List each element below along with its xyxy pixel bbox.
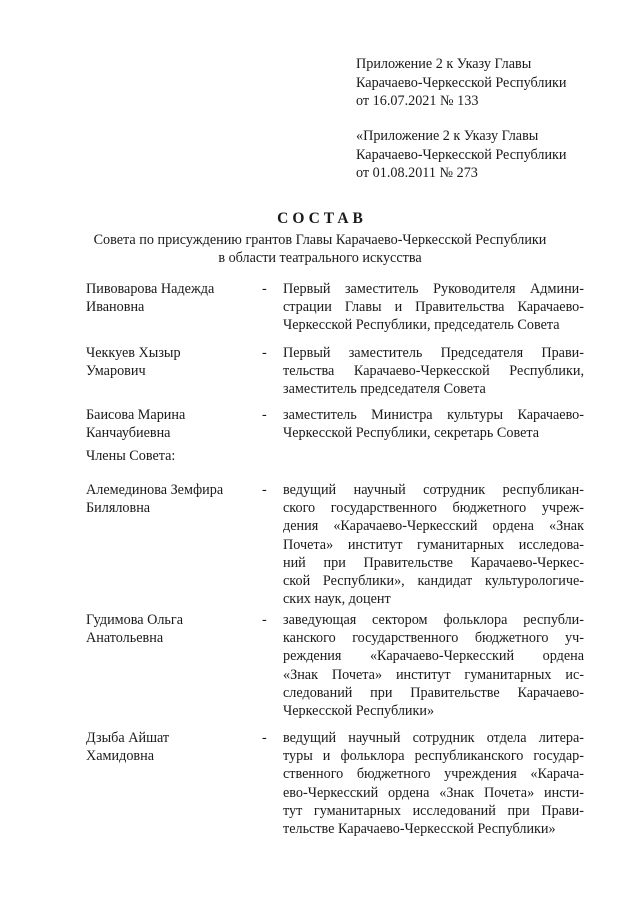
subtitle-line: в области театрального искусства <box>218 250 422 266</box>
member-role-line: ведущий научный сотрудник отдела литера- <box>283 730 584 746</box>
annex-current-line: Карачаево-Черкесской Республики <box>356 74 567 91</box>
member-role-line: ево-Черкесский ордена «Знак Почета» инсти- <box>283 784 584 801</box>
member-name-line: Анатольевна <box>86 630 164 647</box>
member-name <box>86 611 256 647</box>
annex-original-line: Карачаево-Черкесской Республики <box>356 146 567 163</box>
member-name-line: Ивановна <box>86 299 145 316</box>
entry-dash: - <box>262 345 267 361</box>
annex-current-reference <box>356 55 567 111</box>
member-role <box>283 729 584 838</box>
member-role-line: Черкесской Республики» <box>283 703 435 720</box>
member-role <box>283 344 584 399</box>
member-role-line: Черкесской Республики, председатель Совета <box>283 317 560 334</box>
entry-dash: - <box>262 730 267 746</box>
annex-current-line: от 16.07.2021 № 133 <box>356 93 479 109</box>
member-role <box>283 611 584 720</box>
member-role-line: Черкесской Республики, секретарь Совета <box>283 425 540 442</box>
member-role-line: следований при Правительстве Карачаево- <box>283 684 584 701</box>
members-heading: Члены Совета: <box>86 448 176 464</box>
member-role-line: туры и фольклора республиканского государ- <box>283 748 584 765</box>
member-role-line: Первый заместитель Председателя Прави- <box>283 345 584 361</box>
member-role-line: ских наук, доцент <box>283 591 391 608</box>
member-name <box>86 729 256 765</box>
member-role-line: заведующая сектором фольклора республи- <box>283 612 584 628</box>
member-role-line: канского государственного бюджетного уч- <box>283 630 584 647</box>
member-name-line: Чеккуев Хызыр <box>86 345 181 361</box>
member-role-line: дения «Карачаево-Черкесский ордена «Знак <box>283 518 584 535</box>
member-role-line: тельства Карачаево-Черкесской Республики, <box>283 363 584 380</box>
member-name-line: Баисова Марина <box>86 407 186 423</box>
document-title: СОСТАВ <box>277 210 367 227</box>
member-role-line: ведущий научный сотрудник республикан- <box>283 482 584 498</box>
entry-dash: - <box>262 612 267 628</box>
member-role-line: ской Республики», кандидат культурологиче- <box>283 573 584 590</box>
member-name <box>86 280 256 316</box>
member-role-line: ского государственного бюджетного учреж- <box>283 500 584 517</box>
annex-original-line: «Приложение 2 к Указу Главы <box>356 128 539 144</box>
member-name-line: Гудимова Ольга <box>86 612 184 628</box>
member-name <box>86 344 256 380</box>
member-name-line: Канчаубиевна <box>86 425 171 442</box>
member-role <box>283 406 584 442</box>
member-name-line: Умарович <box>86 363 146 380</box>
member-role-line: «Знак Почета» институт гуманитарных ис- <box>283 666 584 683</box>
member-role-line: ственного бюджетного учреждения «Карача- <box>283 766 584 783</box>
member-name <box>86 481 256 517</box>
member-name <box>86 406 256 442</box>
member-role-line: заместитель председателя Совета <box>283 381 486 398</box>
member-name-line: Алемединова Земфира <box>86 482 224 498</box>
member-role <box>283 481 584 608</box>
member-role-line: Первый заместитель Руководителя Админи- <box>283 281 584 297</box>
entry-dash: - <box>262 281 267 297</box>
member-role-line: ний при Правительстве Карачаево-Черкес- <box>283 554 584 571</box>
member-name-line: Пивоварова Надежда <box>86 281 215 297</box>
entry-dash: - <box>262 482 267 498</box>
member-role-line: реждения «Карачаево-Черкесский ордена <box>283 648 584 665</box>
document-subtitle <box>0 231 640 267</box>
subtitle-line: Совета по присуждению грантов Главы Карачаево-Черкесской Республики <box>93 232 547 248</box>
entry-dash: - <box>262 407 267 423</box>
member-role-line: заместитель Министра культуры Карачаево- <box>283 407 584 423</box>
member-role <box>283 280 584 335</box>
annex-original-line: от 01.08.2011 № 273 <box>356 165 478 181</box>
member-name-line: Биляловна <box>86 500 151 517</box>
member-name-line: Хамидовна <box>86 748 155 765</box>
annex-current-line: Приложение 2 к Указу Главы <box>356 56 532 72</box>
member-role-line: Почета» институт гуманитарных исследова- <box>283 536 584 553</box>
member-role-line: тут гуманитарных исследований при Прави- <box>283 802 584 819</box>
annex-original-reference <box>356 127 567 183</box>
member-role-line: страции Главы и Правительства Карачаево- <box>283 299 584 316</box>
member-name-line: Дзыба Айшат <box>86 730 170 746</box>
member-role-line: тельстве Карачаево-Черкесской Республики» <box>283 821 556 838</box>
